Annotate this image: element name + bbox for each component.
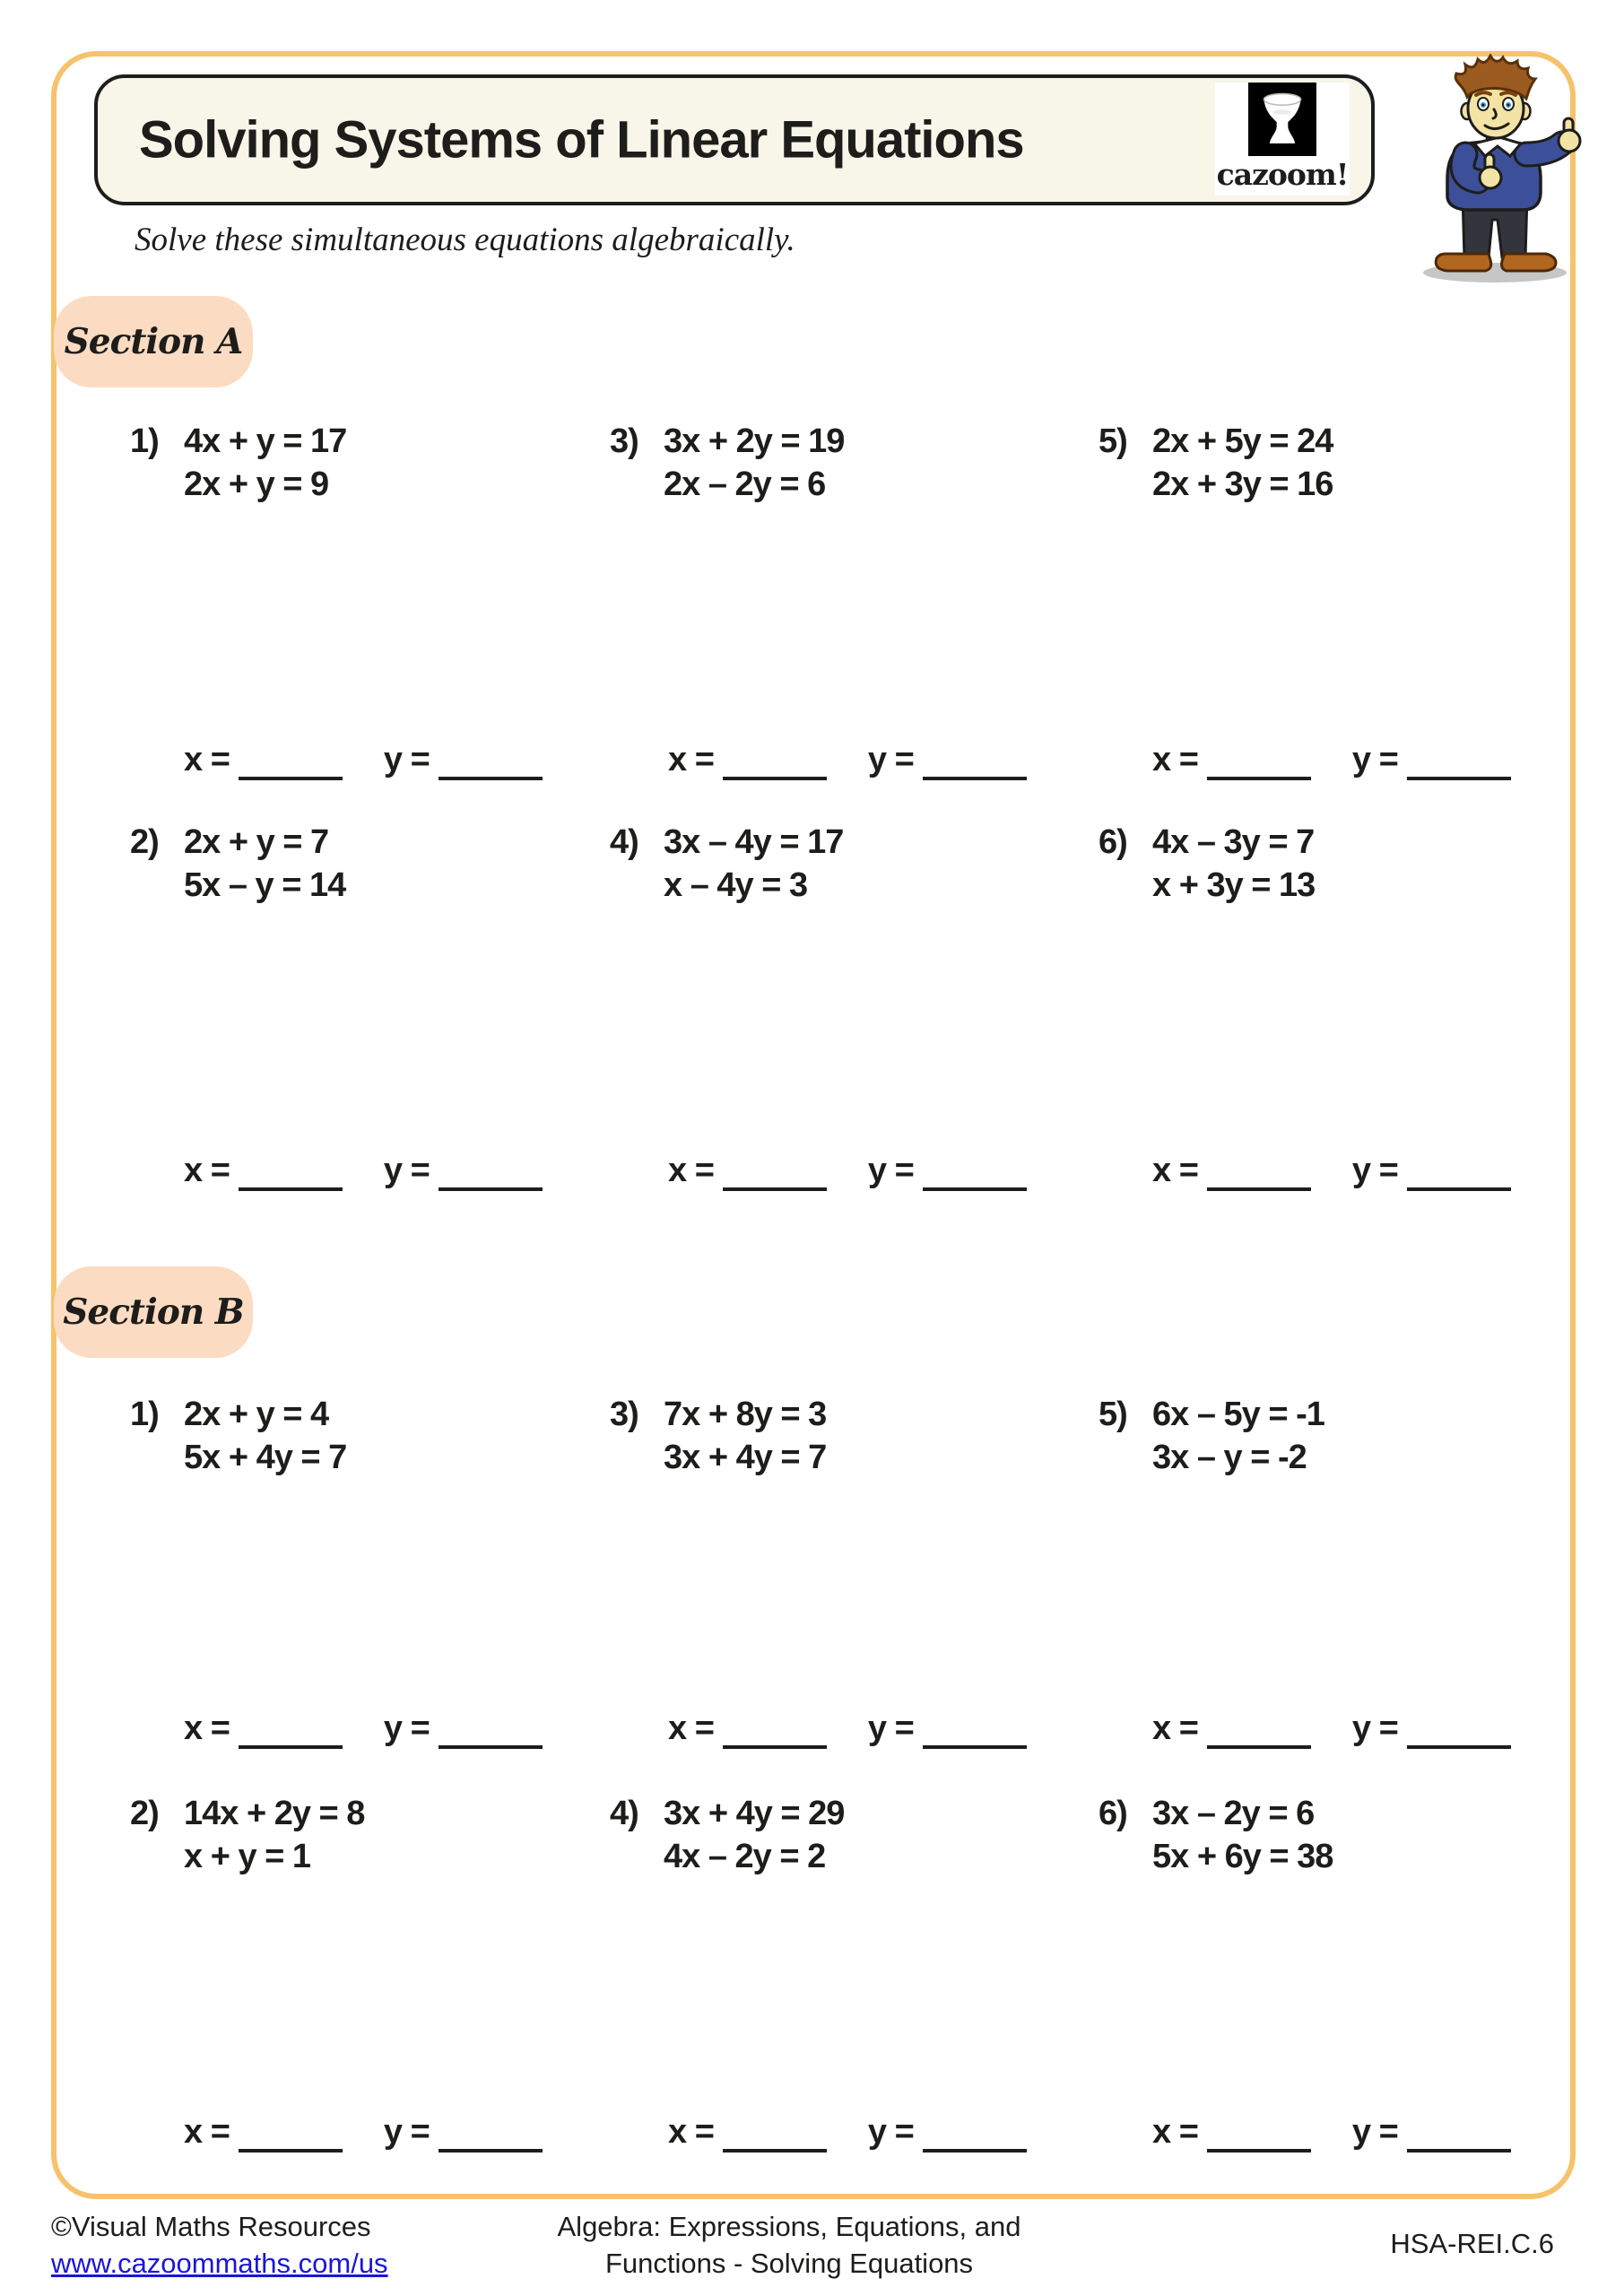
problem-a4 [610, 821, 843, 907]
problem-number: 1) [130, 1396, 159, 1433]
footer-topic-line2: Functions - Solving Equations [604, 2248, 974, 2279]
equation-line: 2x + y = 9 [184, 465, 329, 503]
answer-y-label: y = [867, 1709, 914, 1747]
answer-y-label: y = [383, 1152, 430, 1189]
answer-blank-x[interactable] [723, 1152, 827, 1191]
equation-line: 3x – 4y = 17 [664, 823, 844, 861]
answer-y-label: y = [383, 741, 430, 778]
section-b-label: Section B [54, 1266, 253, 1358]
djembe-drum-icon [1248, 83, 1316, 156]
answer-blank-y[interactable] [923, 1709, 1027, 1749]
answer-blank-y[interactable] [1407, 741, 1511, 780]
answer-blank-y[interactable] [1407, 1152, 1511, 1191]
answer-blank-x[interactable] [723, 1709, 827, 1749]
answer-row-a1-col3 [1152, 735, 1511, 780]
footer-copyright: ©Visual Maths Resources [51, 2211, 371, 2242]
equation-line: x + y = 1 [184, 1838, 311, 1875]
answer-row-b1-col2 [668, 1704, 1027, 1749]
answer-blank-x[interactable] [1207, 1152, 1311, 1191]
problem-a6 [1099, 821, 1315, 907]
problem-b3 [610, 1393, 826, 1479]
answer-x-label: x = [668, 2113, 714, 2151]
problem-number: 6) [1099, 823, 1127, 861]
problem-number: 2) [130, 1795, 159, 1832]
problem-number: 2) [130, 823, 159, 861]
answer-blank-y[interactable] [1407, 2113, 1511, 2152]
equation-line: 14x + 2y = 8 [184, 1795, 365, 1832]
problem-number: 4) [610, 823, 638, 861]
footer-left [51, 2208, 388, 2282]
answer-blank-x[interactable] [1207, 1709, 1311, 1749]
answer-x-label: x = [1152, 1152, 1198, 1189]
title-box [94, 74, 1375, 205]
answer-blank-x[interactable] [239, 1152, 343, 1191]
equation-line: x – 4y = 3 [664, 866, 808, 904]
footer-standard-code: HSA-REI.C.6 [1390, 2228, 1554, 2259]
answer-row-b2-col1 [184, 2108, 543, 2152]
answer-y-label: y = [867, 741, 914, 778]
answer-blank-x[interactable] [723, 741, 827, 780]
answer-row-b1-col3 [1152, 1704, 1511, 1749]
footer-center [448, 2208, 1130, 2282]
mascot-boy-illustration [1392, 54, 1607, 291]
answer-blank-x[interactable] [1207, 741, 1311, 780]
problem-b5 [1099, 1393, 1324, 1479]
equation-line: 6x – 5y = -1 [1152, 1396, 1324, 1433]
answer-blank-x[interactable] [1207, 2113, 1311, 2152]
answer-y-label: y = [867, 1152, 914, 1189]
answer-blank-y[interactable] [439, 1152, 543, 1191]
equation-line: 2x – 2y = 6 [664, 465, 826, 503]
answer-x-label: x = [668, 1709, 714, 1747]
answer-x-label: x = [1152, 741, 1198, 778]
answer-blank-y[interactable] [923, 741, 1027, 780]
problem-number: 5) [1099, 1396, 1127, 1433]
answer-row-a2-col3 [1152, 1146, 1511, 1191]
problem-b4 [610, 1792, 844, 1878]
answer-y-label: y = [383, 1709, 430, 1747]
equation-line: x + 3y = 13 [1152, 866, 1316, 904]
problem-number: 1) [130, 422, 159, 460]
problem-a1 [130, 420, 346, 506]
problem-number: 5) [1099, 422, 1127, 460]
equation-line: 3x + 2y = 19 [664, 422, 845, 460]
answer-x-label: x = [1152, 1709, 1198, 1747]
answer-y-label: y = [1351, 741, 1398, 778]
problem-b2 [130, 1792, 364, 1878]
answer-row-a1-col1 [184, 735, 543, 780]
equation-line: 5x + 4y = 7 [184, 1439, 347, 1476]
problem-number: 3) [610, 1396, 638, 1433]
equation-line: 4x + y = 17 [184, 422, 347, 460]
instruction-text: Solve these simultaneous equations algebraically. [135, 222, 795, 258]
answer-row-b2-col3 [1152, 2108, 1511, 2152]
page-title: Solving Systems of Linear Equations [139, 110, 1024, 170]
answer-row-b1-col1 [184, 1704, 543, 1749]
problem-b1 [130, 1393, 346, 1479]
problem-number: 4) [610, 1795, 638, 1832]
answer-row-b2-col2 [668, 2108, 1027, 2152]
answer-blank-x[interactable] [239, 741, 343, 780]
answer-x-label: x = [184, 1709, 230, 1747]
equation-line: 7x + 8y = 3 [664, 1396, 827, 1433]
answer-x-label: x = [184, 2113, 230, 2151]
answer-x-label: x = [1152, 2113, 1198, 2151]
answer-y-label: y = [383, 2113, 430, 2151]
answer-blank-y[interactable] [923, 1152, 1027, 1191]
section-a-label: Section A [54, 296, 253, 387]
answer-blank-y[interactable] [923, 2113, 1027, 2152]
answer-row-a2-col1 [184, 1146, 543, 1191]
equation-line: 2x + 5y = 24 [1152, 422, 1333, 460]
equation-line: 3x – y = -2 [1152, 1439, 1307, 1476]
answer-y-label: y = [1351, 1709, 1398, 1747]
equation-line: 5x + 6y = 38 [1152, 1838, 1333, 1875]
answer-x-label: x = [184, 1152, 230, 1189]
equation-line: 2x + y = 4 [184, 1396, 329, 1433]
equation-line: 2x + 3y = 16 [1152, 465, 1333, 503]
answer-blank-y[interactable] [439, 741, 543, 780]
answer-y-label: y = [1351, 1152, 1398, 1189]
problem-a2 [130, 821, 345, 907]
answer-blank-y[interactable] [439, 1709, 543, 1749]
equation-line: 4x – 2y = 2 [664, 1838, 826, 1875]
equation-line: 3x – 2y = 6 [1152, 1795, 1315, 1832]
problem-a3 [610, 420, 844, 506]
answer-x-label: x = [668, 741, 714, 778]
answer-x-label: x = [184, 741, 230, 778]
equation-line: 3x + 4y = 7 [664, 1439, 827, 1476]
answer-row-a1-col2 [668, 735, 1027, 780]
equation-line: 5x – y = 14 [184, 866, 346, 904]
problem-a5 [1099, 420, 1333, 506]
answer-x-label: x = [668, 1152, 714, 1189]
cazoom-logo [1215, 83, 1350, 196]
answer-blank-y[interactable] [439, 2113, 543, 2152]
equation-line: 3x + 4y = 29 [664, 1795, 845, 1832]
answer-y-label: y = [867, 2113, 914, 2151]
answer-y-label: y = [1351, 2113, 1398, 2151]
problem-number: 6) [1099, 1795, 1127, 1832]
problem-b6 [1099, 1792, 1333, 1878]
answer-blank-x[interactable] [239, 2113, 343, 2152]
equation-line: 2x + y = 7 [184, 823, 329, 861]
equation-line: 4x – 3y = 7 [1152, 823, 1315, 861]
answer-row-a2-col2 [668, 1146, 1027, 1191]
footer-topic-line1: Algebra: Expressions, Equations, and [557, 2211, 1021, 2242]
logo-wordmark: cazoom! [1216, 157, 1349, 192]
answer-blank-x[interactable] [239, 1709, 343, 1749]
problem-number: 3) [610, 422, 638, 460]
answer-blank-y[interactable] [1407, 1709, 1511, 1749]
footer-website-link[interactable]: www.cazoommaths.com/us [51, 2248, 388, 2279]
answer-blank-x[interactable] [723, 2113, 827, 2152]
